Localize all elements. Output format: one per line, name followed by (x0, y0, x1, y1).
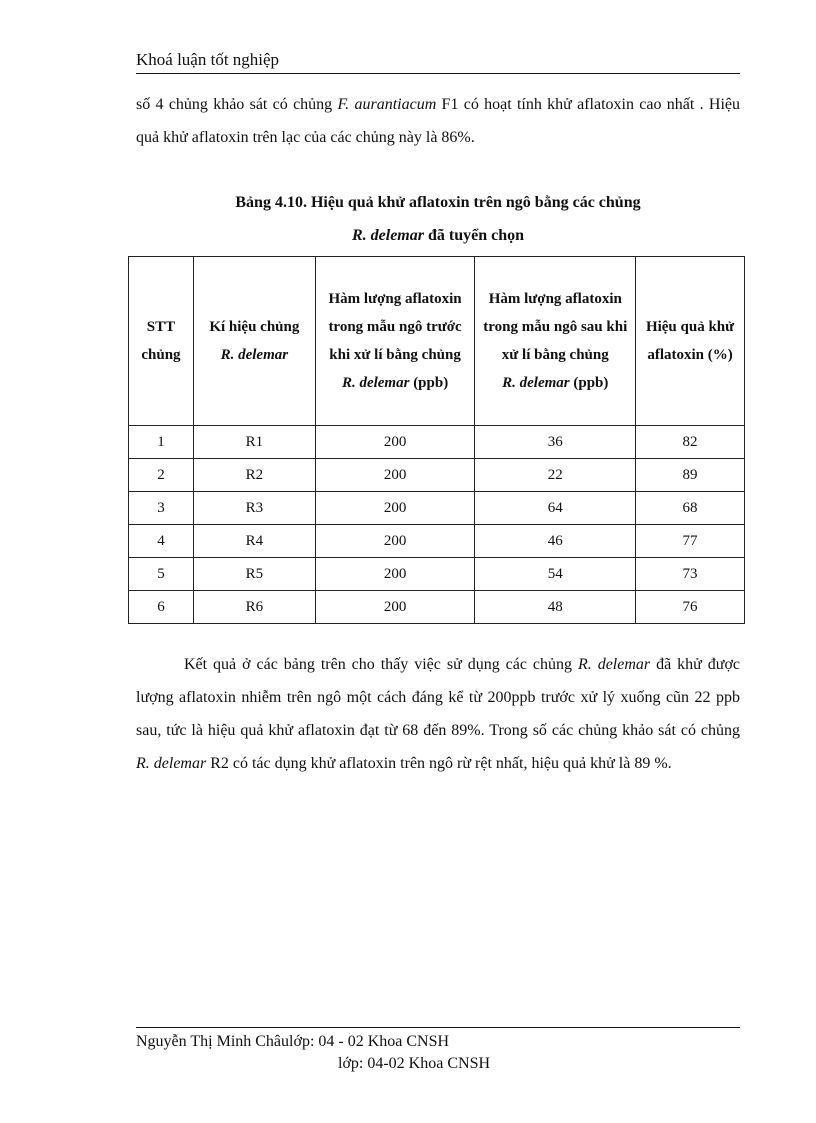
table-header-row (129, 257, 745, 426)
cell-after: 36 (475, 426, 636, 459)
footer-rule (136, 1027, 740, 1028)
header-rule (136, 73, 740, 74)
paragraph-intro-text-b: F1 có hoạt tính khử aflatoxin cao nhất . Hiệu quả khử aflatoxin trên lạc của các chủng này là 86%. (136, 96, 741, 146)
cell-strain: R6 (193, 591, 315, 624)
cell-after: 22 (475, 459, 636, 492)
table-row (129, 426, 745, 459)
cell-after: 64 (475, 492, 636, 525)
cell-efficiency: 76 (636, 591, 745, 624)
cell-efficiency: 82 (636, 426, 745, 459)
col-header-before (315, 257, 475, 426)
cell-before: 200 (315, 426, 475, 459)
table-row (129, 525, 745, 558)
cell-stt: 2 (129, 459, 194, 492)
col-header-before-text: Hàm lượng aflatoxin trong mẫu ngô trước khi xử lí bằng chủng (328, 291, 462, 363)
cell-before: 200 (315, 558, 475, 591)
cell-before: 200 (315, 525, 475, 558)
results-table (128, 256, 745, 624)
col-header-before-unit: (ppb) (409, 375, 449, 391)
table-row (129, 459, 745, 492)
cell-before: 200 (315, 492, 475, 525)
col-header-after (475, 257, 636, 426)
cell-strain: R3 (193, 492, 315, 525)
cell-stt: 1 (129, 426, 194, 459)
cell-strain: R2 (193, 459, 315, 492)
table-row (129, 591, 745, 624)
cell-strain: R5 (193, 558, 315, 591)
cell-strain: R1 (193, 426, 315, 459)
species-name: R. delemar (502, 375, 570, 391)
page-header: Khoá luận tốt nghiệp (136, 50, 280, 69)
cell-stt: 3 (129, 492, 194, 525)
cell-stt: 5 (129, 558, 194, 591)
species-name: R. delemar (220, 347, 289, 363)
cell-strain: R4 (193, 525, 315, 558)
cell-after: 48 (475, 591, 636, 624)
table-caption-line2 (136, 219, 740, 252)
footer-class-line: lớp: 04-02 Khoa CNSH (338, 1055, 491, 1072)
species-name: F. aurantiacum (337, 96, 437, 113)
cell-efficiency: 77 (636, 525, 745, 558)
species-name: R. delemar (136, 755, 207, 772)
cell-after: 46 (475, 525, 636, 558)
col-header-strain-text: Kí hiệu chủng (209, 319, 300, 335)
cell-stt: 4 (129, 525, 194, 558)
cell-stt: 6 (129, 591, 194, 624)
table-row (129, 492, 745, 525)
paragraph-intro (136, 88, 740, 154)
col-header-after-text: Hàm lượng aflatoxin trong mẫu ngô sau khi xử lí bằng chủng (483, 291, 628, 363)
paragraph-intro-text-a: số 4 chủng khảo sát có chủng (136, 96, 338, 113)
footer-author-line: Nguyễn Thị Minh Châulớp: 04 - 02 Khoa CNSH (136, 1033, 450, 1050)
cell-efficiency: 89 (636, 459, 745, 492)
paragraph-conclusion-text-c: R2 có tác dụng khử aflatoxin trên ngô rừ rệt nhất, hiệu quả khử là 89 %. (206, 755, 672, 772)
species-name: R. delemar (351, 227, 424, 244)
col-header-stt: STT chủng (129, 257, 194, 426)
paragraph-conclusion-text-a: Kết quả ở các bảng trên cho thấy việc sử dụng các chủng (184, 656, 578, 673)
cell-before: 200 (315, 591, 475, 624)
paragraph-conclusion-text-b: đã khử được lượng aflatoxin nhiễm trên ngô một cách đáng kể từ 200ppb trước xử lý xuống cũn 22 ppb sau, tức là hiệu quả khử aflatoxin đạt từ 68 đến 89%. Trong số các chủng khảo sát có chủng (136, 656, 741, 739)
species-name: R. delemar (577, 656, 651, 673)
cell-efficiency: 68 (636, 492, 745, 525)
cell-before: 200 (315, 459, 475, 492)
table-caption-line1: Bảng 4.10. Hiệu quả khử aflatoxin trên ngô bằng các chủng (235, 194, 641, 211)
col-header-strain (193, 257, 315, 426)
table-row (129, 558, 745, 591)
col-header-after-unit: (ppb) (569, 375, 609, 391)
cell-efficiency: 73 (636, 558, 745, 591)
col-header-efficiency: Hiệu quả khử aflatoxin (%) (636, 257, 745, 426)
paragraph-conclusion (136, 648, 740, 780)
species-name: R. delemar (341, 375, 410, 391)
caption-rest: đã tuyển chọn (423, 227, 525, 244)
cell-after: 54 (475, 558, 636, 591)
